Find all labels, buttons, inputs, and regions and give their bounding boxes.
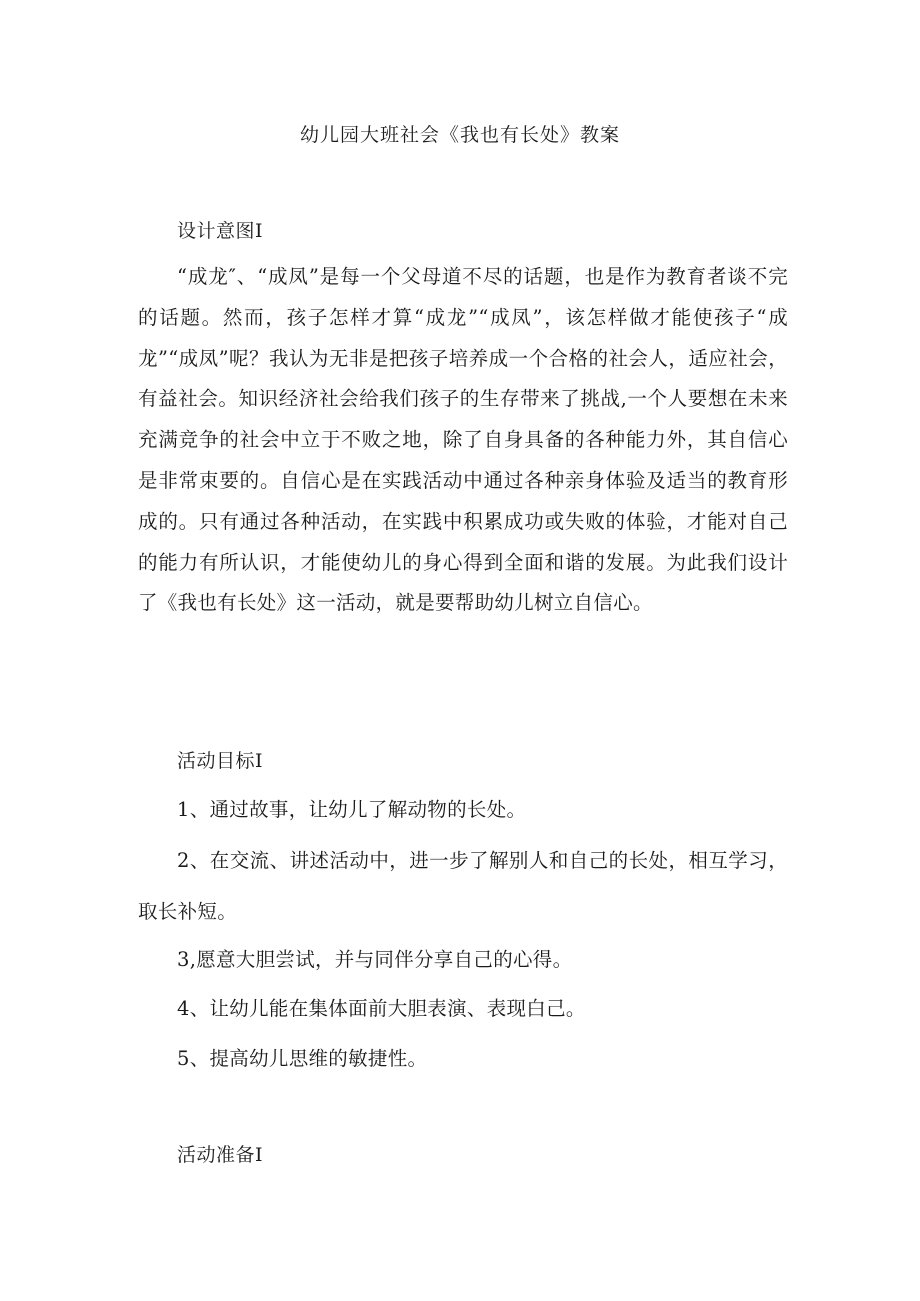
design-paragraph: “成龙″、“成凤”是每一个父母道不尽的话题，也是作为教育者谈不完的话题。然而，孩子怎样才算“成龙”“成凤”，该怎样做才能使孩子“成龙”“成凤”呢？我认为无非是把孩子培养成一个合格的社会人，适应社会，有益社会。知识经济社会给我们孩子的生存带来了挑战,一个人要想在未来充满竞争的社会中立于不败之地，除了自身具备的各种能力外，其自信心是非常束要的。自信心是在实践活动中通过各种亲身体验及适当的教育形成的。只有通过各种活动，在实践中积累成功或失败的体验，才能对自己的能力有所认识，才能使幼儿的身心得到全面和谐的发展。为此我们设计了《我也有长处》这一活动，就是要帮助幼儿树立自信心。: [138, 265, 788, 615]
section-heading-prep: 活动准备I: [177, 1144, 264, 1166]
goal-item-3: 3,愿意大胆尝试，并与同伴分享自己的心得。: [177, 948, 573, 971]
goal-item-1: 1、通过故事，让幼儿了解动物的长处。: [177, 798, 527, 821]
section-heading-goals: 活动目标I: [177, 750, 264, 772]
goal-item-5: 5、提高幼儿思维的敏捷性。: [177, 1047, 428, 1070]
section-heading-design: 设计意图I: [177, 220, 264, 242]
document-title: 幼儿园大班社会《我也有长处》教案: [299, 124, 620, 146]
goal-item-4: 4、让幼儿能在集体面前大胆表演、表现白己。: [177, 997, 586, 1020]
goal-item-2: 2、在交流、讲述活动中，进一步了解别人和自己的长处，相互学习，取长补短。: [138, 849, 788, 923]
